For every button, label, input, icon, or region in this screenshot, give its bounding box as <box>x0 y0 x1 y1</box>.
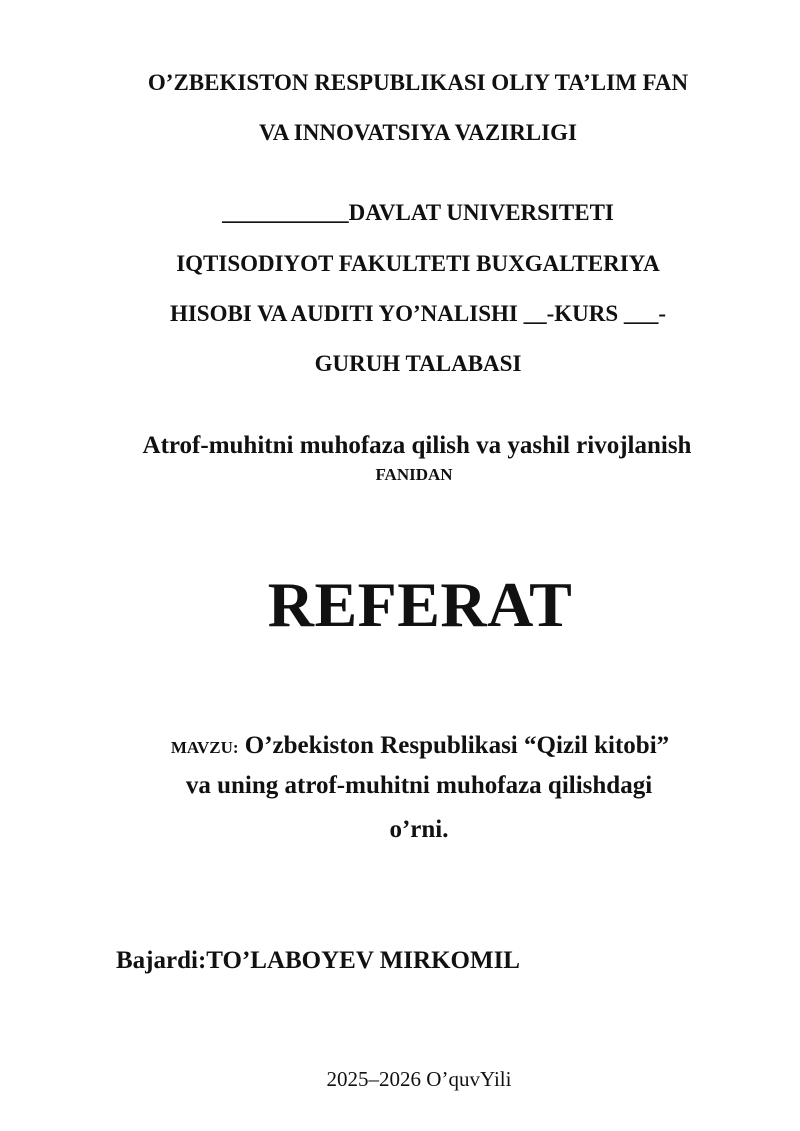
topic-text-line-1: O’zbekiston Respublikasi “Qizil kitobi” <box>238 732 670 759</box>
performer-name: TO’LABOYEV MIRKOMIL <box>206 947 520 974</box>
topic-line-1 <box>20 732 800 760</box>
topic-line-3: o’rni. <box>389 816 449 843</box>
subject-suffix: FANIDAN <box>375 465 453 484</box>
ministry-name-line-2: VA INNOVATSIYA VAZIRLIGI <box>259 120 577 145</box>
university-name: ___________DAVLAT UNIVERSITETI <box>222 200 614 225</box>
faculty-line-1: IQTISODIYOT FAKULTETI BUXGALTERIYA <box>176 251 660 276</box>
topic-line-2: va uning atrof-muhitni muhofaza qilishdagi <box>185 772 653 799</box>
subject-title: Atrof-muhitni muhofaza qilish va yashil rivojlanish <box>142 432 692 459</box>
ministry-name-line-1: O’ZBEKISTON RESPUBLIKASI OLIY TA’LIM FAN <box>147 70 689 95</box>
faculty-line-3: GURUH TALABASI <box>314 351 522 376</box>
performer <box>116 947 520 975</box>
document-type-heading: REFERAT <box>267 569 573 640</box>
academic-year: 2025–2026 O’quvYili <box>326 1067 512 1091</box>
faculty-line-2: HISOBI VA AUDITI YO’NALISHI __-KURS ___- <box>169 301 667 326</box>
topic-prefix: MAVZU: <box>170 738 239 757</box>
performer-label: Bajardi: <box>116 947 207 974</box>
